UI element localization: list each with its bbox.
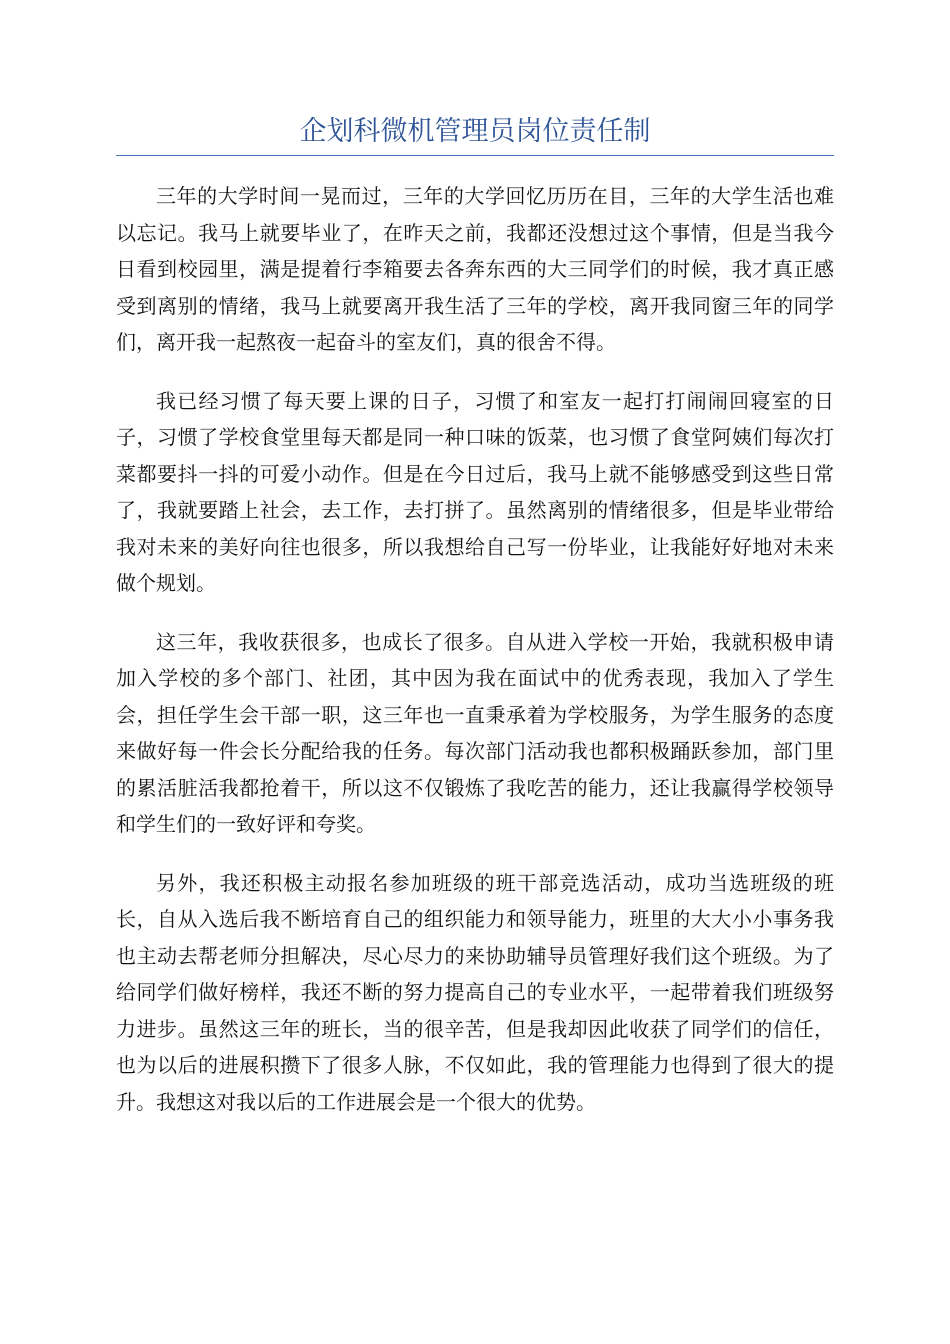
document-title: 企划科微机管理员岗位责任制 xyxy=(299,116,651,147)
title-underline xyxy=(116,155,834,156)
paragraph-2: 我已经习惯了每天要上课的日子，习惯了和室友一起打打闹闹回寝室的日子，习惯了学校食堂里每天都是同一种口味的饭菜，也习惯了食堂阿姨们每次打菜都要抖一抖的可爱小动作。但是在今日过后，我马上就不能够感受到这些日常了，我就要踏上社会，去工作，去打拼了。虽然离别的情绪很多，但是毕业带给我对未来的美好向往也很多，所以我想给自己写一份毕业，让我能好好地对未来做个规划。 xyxy=(116,388,834,595)
paragraph-4: 另外，我还积极主动报名参加班级的班干部竞选活动，成功当选班级的班长，自从入选后我不断培育自己的组织能力和领导能力，班里的大大小小事务我也主动去帮老师分担解决，尽心尽力的来协助辅导员管理好我们这个班级。为了给同学们做好榜样，我还不断的努力提高自己的专业水平，一起带着我们班级努力进步。虽然这三年的班长，当的很辛苦，但是我却因此收获了同学们的信任，也为以后的进展积攒下了很多人脉，不仅如此，我的管理能力也得到了很大的提升。我想这对我以后的工作进展会是一个很大的优势。 xyxy=(116,870,834,1114)
paragraph-1: 三年的大学时间一晃而过，三年的大学回忆历历在目，三年的大学生活也难以忘记。我马上就要毕业了，在昨天之前，我都还没想过这个事情，但是当我今日看到校园里，满是提着行李箱要去各奔东西的大三同学们的时候，我才真正感受到离别的情绪，我马上就要离开我生活了三年的学校，离开我同窗三年的同学们，离开我一起熬夜一起奋斗的室友们，真的很舍不得。 xyxy=(116,184,834,354)
paragraph-3: 这三年，我收获很多，也成长了很多。自从进入学校一开始，我就积极申请加入学校的多个部门、社团，其中因为我在面试中的优秀表现，我加入了学生会，担任学生会干部一职，这三年也一直秉承着为学校服务，为学生服务的态度来做好每一件会长分配给我的任务。每次部门活动我也都积极踊跃参加，部门里的累活脏活我都抢着干，所以这不仅锻炼了我吃苦的能力，还让我赢得学校领导和学生们的一致好评和夸奖。 xyxy=(116,629,834,836)
document-body xyxy=(116,178,834,1142)
